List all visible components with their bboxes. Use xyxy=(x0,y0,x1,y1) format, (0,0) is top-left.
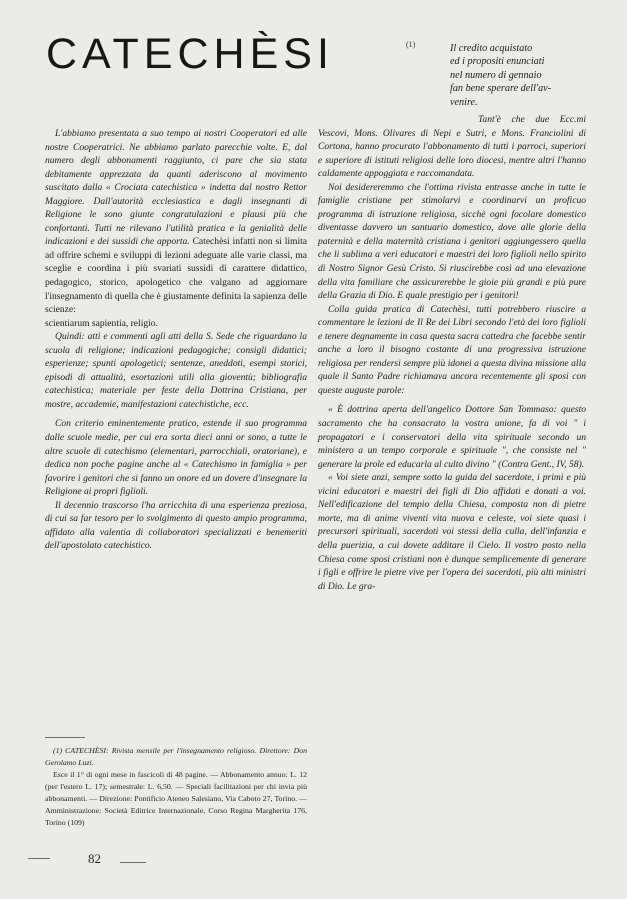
footnote-line: Esce il 1° di ogni mese in fascicoli di 48 pagine. — Abbonamento annuo: L. 12 (per l'estero L. 17); semestrale: L. 6,50. — Speciali facilitazioni per chi invia più abbonamenti. — Direzione: Pontificio Ateneo Salesiano, Via Caboto 27, Torino. — Amministrazione: Società Editrice Internazionale, Corso Regina Margherita 176, Torino (109) xyxy=(45,770,307,827)
intro-line: fan bene sperare dell'av- xyxy=(450,83,552,95)
right-column xyxy=(318,113,586,593)
paragraph: Noi desidereremmo che l'ottima rivista entrasse anche in tutte le famiglie cristiane per stimolarvi e coordinarvi un proficuo programma di istruzione religiosa, sicchè ogni focolare domestico diventasse davvero un santuario domestico, dove alle glorie della paternità e della maternità cristiana i genitori aggiungessero quella che li sublima a veri educatori e maestri dei loro figlioli nello spirito di Nostro Signor Gesù Cristo. Si riuscirebbe così ad una elevazione della vita familiare che assicurerebbe le gioie più grandi e più pure della Grazia di Dio. E quale prestigio per i genitori! xyxy=(318,181,586,302)
paragraph: Quindi: atti e commenti agli atti della S. Sede che riguardano la scuola di religione; indicazioni pedagogiche; consigli didattici; esperienze; spunti apologetici; sentenze, aneddoti, esempi storici, episodi di attualità, esortazioni utili alla gioventù; bibliografia catechistica; materiale per feste della Dottrina Cristiana, per mostre, accademie, manifestazioni catechistiche, ecc. xyxy=(45,331,307,410)
title-footnote-marker: (1) xyxy=(406,40,416,49)
intro-blurb xyxy=(450,42,596,109)
page-number: 82 xyxy=(88,851,101,866)
intro-line: venire. xyxy=(450,96,478,108)
footnote-line: (1) CATECHÈSI: Rivista mensile per l'insegnamento religioso. Direttore: Don Gerolamo Luzi. xyxy=(45,746,307,767)
article-title-block xyxy=(46,30,426,90)
paragraph-text: L'abbiamo presentata a suo tempo ai nostri Cooperatori ed alle nostre Cooperatrici. Ne abbiamo parlato parecchie volte. E, dal numero degli abbonamenti raggiunto, ci pare che sia stata debitamente apprezzata da quanti aderiscono al movimento suscitato dalla « Crociata catechistica » indetta dal nostro Rettor Maggiore. Dall'autorità ecclesiastica e dagli insegnanti di Religione le sono giunte congratulazioni e plausi più che confortanti. Tutti ne rilevano l'utilità pratica e la genialità delle indicazioni e dei sussidi che apporta. xyxy=(45,128,307,248)
page-ornament-left xyxy=(28,858,50,859)
article-title: CATECHÈSI xyxy=(46,30,334,78)
paragraph: scientiarum sapientia, religio. xyxy=(45,317,158,329)
paragraph: Il decennio trascorso l'ha arricchita di una esperienza preziosa, di cui sa far tesoro per lo svolgimento di questo ampio programma, affidato alla valentia di collaboratori specializzati e benemeriti dell'apostolato catechistico. xyxy=(45,499,307,552)
quote-paragraph: « Voi siete anzi, sempre sotto la guida del sacerdote, i primi e più vicini educatori e maestri dei figli di Dio affidati e donati a voi. Nell'edificazione del tempio della Chiesa, composta non di pietre morte, ma di anime viventi vita nuova e celeste, voi siete quasi i precursori spirituali, sacerdoti voi stessi della culla, dell'infanzia e della puerizia, a cui dovete additare il Cielo. Il vostro posto nella Chiesa come sposi cristiani non è dunque semplicemente di generare i figli e offrire le pietre vive per l'opera dei sacerdoti, più alti ministri di Dio. Le gra- xyxy=(318,472,586,592)
paragraph-text: Catechèsi infatti non si limita ad offrire schemi e sviluppi di lezioni adeguate alle varie classi, ma sceglie e coordina i più svariati sussidi di carattere didattico, pedagogico, storico, apologetico che valgano ad aggiornare l'insegnamento di quella che è giustamente definita la sapienza delle scienze: xyxy=(45,236,307,316)
footnote xyxy=(45,745,307,829)
intro-line: nel numero di gennaio xyxy=(450,69,542,81)
paragraph: Con criterio eminentemente pratico, estende il suo programma dalle scuole medie, per cui era sorta dieci anni or sono, a tutte le altre scuole di catechismo (elementari, parrocchiali, oratoriane), e dedica non poche pagine anche al « Catechismo in famiglia » per favorire i genitori che si fanno un onore ed un dovere d'insegnare la Religione ai propri figlioli. xyxy=(45,418,307,498)
intro-line: Il credito acquistato xyxy=(450,43,533,54)
paragraph xyxy=(45,127,307,317)
paragraph: Colla guida pratica di Catechèsi, tutti potrebbero riuscire a commentare le lezioni de Il Re dei Libri secondo l'età dei loro figlioli e tenere degnamente in casa questa sacra cattedra che facebbe sentir anche a loro il bisogno costante di una progressiva istruzione religiosa per rendersi sempre più idonei a questa divina missione alla quale il Santo Padre richiamava ancora recentemente gli sposi con queste auguste parole: xyxy=(318,303,586,396)
left-column xyxy=(45,127,307,553)
page-ornament-right xyxy=(120,862,146,863)
intro-line: ed i propositi enunciati xyxy=(450,56,545,68)
footnote-rule xyxy=(45,737,85,738)
quote-paragraph: « È dottrina aperta dell'angelico Dottore San Tommaso: questo sacramento che ha consacrato la vostra unione, fa di voi " i propagatori e i conservatori della vita spirituale secondo un ministero a un tempo corporale e spirituale ", che consiste nel " generare la prole ed educarla al culto divino " (Contra Gent., IV, 58). xyxy=(318,404,586,470)
paragraph: Tant'è che due Ecc.mi Vescovi, Mons. Olivares di Nepi e Sutri, e Mons. Franciolini di Cortona, hanno procurato l'abbonamento di tutti i parroci, superiori e superiore di istituti religiosi delle loro diocesi, mentre altri l'hanno caldamente appoggiata e raccomandata. xyxy=(318,114,586,180)
